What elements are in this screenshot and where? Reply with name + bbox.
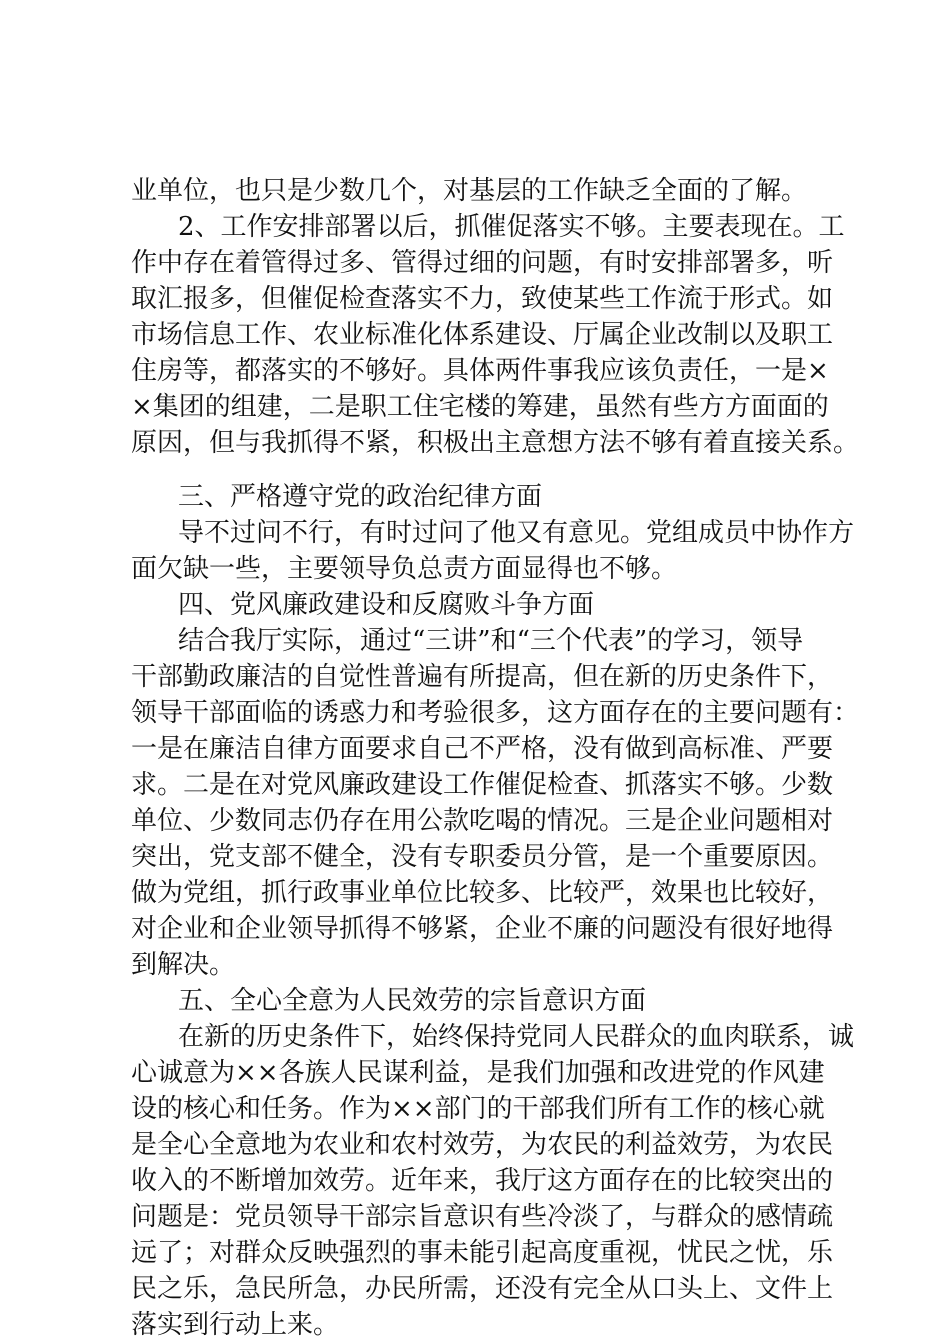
- paragraph-line: 2、工作安排部署以后，抓催促落实不够。主要表现在。工: [178, 212, 845, 242]
- paragraph-line: 对企业和企业领导抓得不够紧，企业不廉的问题没有很好地得: [131, 914, 834, 944]
- paragraph-line: 结合我厅实际，通过“三讲”和“三个代表”的学习，领导: [178, 626, 804, 656]
- paragraph-line: 单位、少数同志仍存在用公款吃喝的情况。三是企业问题相对: [131, 806, 834, 836]
- paragraph-line: 落实到行动上来。: [131, 1310, 340, 1340]
- paragraph-line: 住房等，都落实的不够好。具体两件事我应该负责任，一是×: [131, 356, 829, 386]
- paragraph-line: ×集团的组建，二是职工住宅楼的筹建，虽然有些方方面面的: [131, 392, 829, 422]
- paragraph-line: 心诚意为××各族人民谋利益，是我们加强和改进党的作风建: [131, 1058, 825, 1088]
- paragraph-line: 远了；对群众反映强烈的事未能引起高度重视，忧民之忧，乐: [131, 1238, 834, 1268]
- paragraph-line: 设的核心和任务。作为××部门的干部我们所有工作的核心就: [131, 1094, 825, 1124]
- paragraph-line: 突出，党支部不健全，没有专职委员分管，是一个重要原因。: [131, 842, 834, 872]
- paragraph-line: 取汇报多，但催促检查落实不力，致使某些工作流于形式。如: [131, 284, 834, 314]
- paragraph-line: 是全心全意地为农业和农村效劳，为农民的利益效劳，为农民: [131, 1130, 834, 1160]
- paragraph-line: 求。二是在对党风廉政建设工作催促检查、抓落实不够。少数: [131, 770, 834, 800]
- paragraph-line: 到解决。: [131, 950, 236, 980]
- section-heading-5: 五、全心全意为人民效劳的宗旨意识方面: [178, 986, 647, 1016]
- paragraph-line: 收入的不断增加效劳。近年来，我厅这方面存在的比较突出的: [131, 1166, 834, 1196]
- paragraph-line: 干部勤政廉洁的自觉性普遍有所提高，但在新的历史条件下，: [131, 662, 834, 692]
- paragraph-line: 在新的历史条件下，始终保持党同人民群众的血肉联系，诚: [178, 1022, 855, 1052]
- section-heading-3: 三、严格遵守党的政治纪律方面: [178, 482, 543, 512]
- paragraph-line: 作中存在着管得过多、管得过细的问题，有时安排部署多，听: [131, 248, 834, 278]
- paragraph-line: 导不过问不行，有时过问了他又有意见。党组成员中协作方: [178, 518, 855, 548]
- paragraph-line: 领导干部面临的诱惑力和考验很多，这方面存在的主要问题有：: [131, 698, 860, 728]
- paragraph-line: 面欠缺一些，主要领导负总责方面显得也不够。: [131, 554, 678, 584]
- paragraph-line: 一是在廉洁自律方面要求自己不严格，没有做到高标准、严要: [131, 734, 834, 764]
- section-heading-4: 四、党风廉政建设和反腐败斗争方面: [178, 590, 595, 620]
- paragraph-line: 做为党组，抓行政事业单位比较多、比较严，效果也比较好，: [131, 878, 834, 908]
- paragraph-line: 原因，但与我抓得不紧，积极出主意想方法不够有着直接关系。: [131, 428, 860, 458]
- paragraph-line: 市场信息工作、农业标准化体系建设、厅属企业改制以及职工: [131, 320, 834, 350]
- paragraph-line: 业单位，也只是少数几个，对基层的工作缺乏全面的了解。: [131, 176, 808, 206]
- paragraph-line: 民之乐，急民所急，办民所需，还没有完全从口头上、文件上: [131, 1274, 834, 1304]
- paragraph-line: 问题是：党员领导干部宗旨意识有些冷淡了，与群众的感情疏: [131, 1202, 834, 1232]
